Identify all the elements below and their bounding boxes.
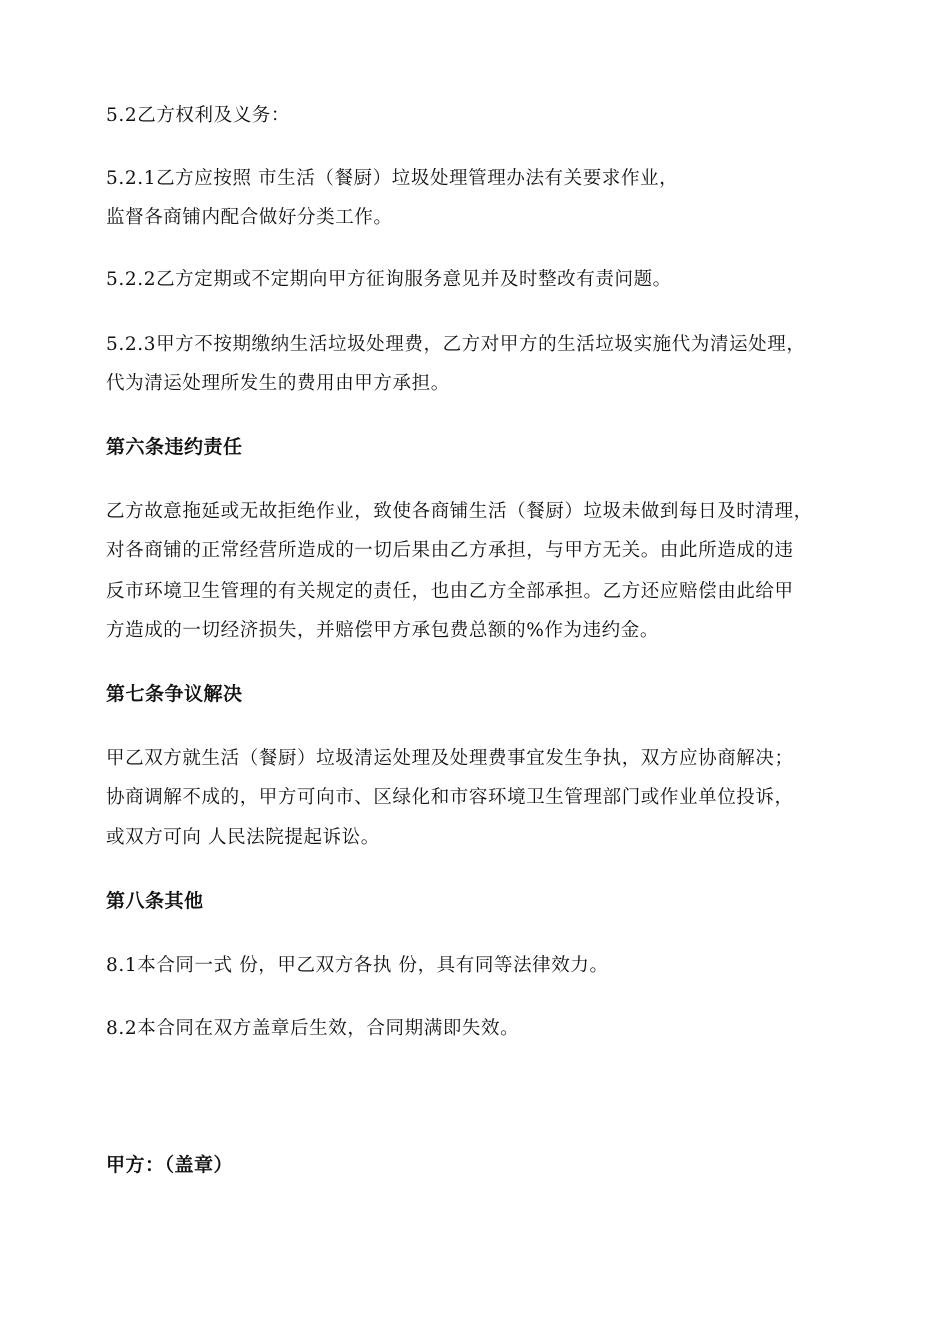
clause-5-2-title: 5.2乙方权利及义务： [106, 105, 291, 126]
clause-5-2-2-line-1: 5.2.2乙方定期或不定期向甲方征询服务意见并及时整改有责问题。 [106, 269, 672, 290]
article-6-line-3: 反市环境卫生管理的有关规定的责任，也由乙方全部承担。乙方还应赔偿由此给甲 [106, 581, 794, 602]
clause-5-2-1-line-1: 5.2.1乙方应按照 市生活（餐厨）垃圾处理管理办法有关要求作业， [106, 168, 679, 189]
article-7-line-3: 或双方可向 人民法院提起诉讼。 [106, 827, 380, 848]
article-7-line-1: 甲乙双方就生活（餐厨）垃圾清运处理及处理费事宜发生争执，双方应协商解决； [106, 748, 794, 769]
article-6-line-2: 对各商铺的正常经营所造成的一切后果由乙方承担，与甲方无关。由此所造成的违 [106, 540, 794, 561]
clause-5-2-1-line-2: 监督各商铺内配合做好分类工作。 [106, 207, 393, 228]
article-6-line-4: 方造成的一切经济损失，并赔偿甲方承包费总额的%作为违约金。 [106, 620, 659, 641]
article-7-heading: 第七条争议解决 [106, 683, 243, 705]
clause-5-2-3-line-2: 代为清运处理所发生的费用由甲方承担。 [106, 373, 450, 394]
clause-5-2-3-line-1: 5.2.3甲方不按期缴纳生活垃圾处理费，乙方对甲方的生活垃圾实施代为清运处理， [106, 334, 806, 355]
party-a-seal-label: 甲方：（盖章） [106, 1154, 234, 1176]
article-8-heading: 第八条其他 [106, 890, 204, 912]
article-7-line-2: 协商调解不成的，甲方可向市、区绿化和市容环境卫生管理部门或作业单位投诉， [106, 787, 794, 808]
article-6-line-1: 乙方故意拖延或无故拒绝作业，致使各商铺生活（餐厨）垃圾未做到每日及时清理， [106, 501, 813, 522]
clause-8-1: 8.1本合同一式 份，甲乙双方各执 份，具有同等法律效力。 [106, 955, 609, 976]
article-6-heading: 第六条违约责任 [106, 436, 243, 458]
clause-8-2: 8.2本合同在双方盖章后生效，合同期满即失效。 [106, 1018, 520, 1039]
